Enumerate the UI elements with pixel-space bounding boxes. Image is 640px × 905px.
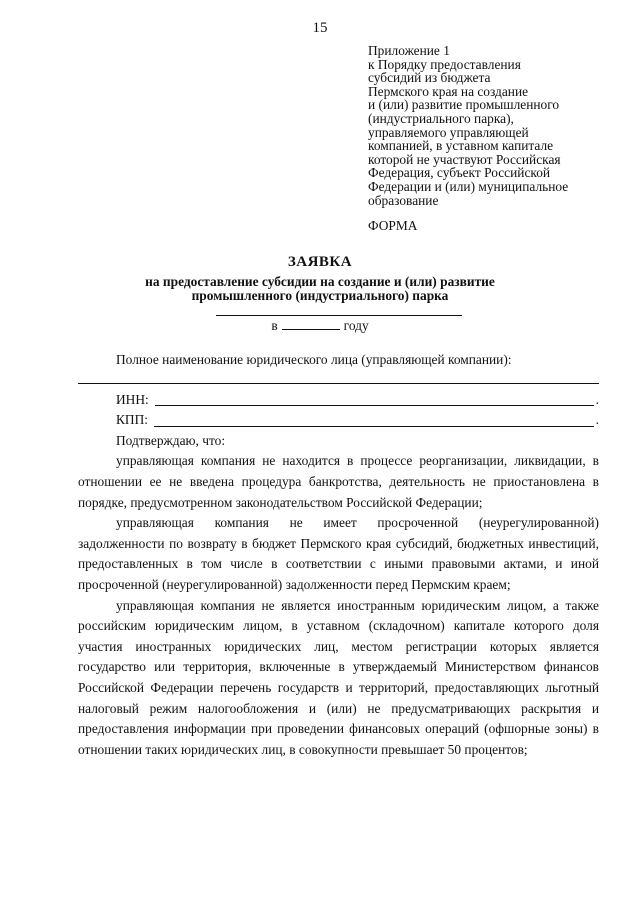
appendix-line: (индустриального парка),: [368, 110, 514, 126]
subtitle-line: промышленного (индустриального) парка: [191, 288, 449, 303]
appendix-line: образование: [368, 192, 439, 208]
form-body: [78, 350, 599, 760]
document-title: ЗАЯВКА: [287, 254, 353, 270]
appendix-line: которой не участвуют Российская: [368, 151, 561, 167]
inn-field: [78, 390, 599, 411]
paragraph: управляющая компания не находится в процессе реорганизации, ликвидации, в отношении ее не введена процедура банкротства, деятельность не приостановлена в порядке, предусмотренном законодательством Российской Федерации;: [78, 453, 599, 510]
appendix-line: компанией, в уставном капитале: [368, 138, 554, 154]
document-subtitle: [0, 275, 640, 303]
year-blank-field[interactable]: [282, 318, 340, 330]
appendix-line: к Порядку предоставления: [368, 56, 521, 72]
kpp-field: [78, 410, 599, 431]
inn-period: .: [595, 391, 599, 407]
appendix-line: Пермского края на создание: [368, 83, 529, 99]
page-number: 15: [312, 20, 328, 36]
inn-label: ИНН:: [116, 391, 149, 407]
year-line: [0, 318, 640, 334]
appendix-line: управляемого управляющей: [368, 124, 529, 140]
appendix-line: субсидий из бюджета: [368, 70, 491, 86]
kpp-period: .: [595, 412, 599, 428]
appendix-line: Федерация, субъект Российской: [368, 165, 551, 181]
inn-blank-field[interactable]: [155, 392, 594, 406]
confirm-label: Подтверждаю, что:: [116, 432, 226, 448]
paragraph: управляющая компания не является иностранным юридическим лицом, а также российским юридическим лицом, в уставном (складочном) капитале которого доля участия иностранных юридических лиц, местом регистрации которых является государство или территория, включенные в утверждаемый Министерством финансов Российской Федерации перечень государств и территорий, предоставляющих льготный налоговый режим налогообложения и (или) не предусматривающих раскрытия и предоставления информации при проведении финансовых операций (офшорные зоны) в отношении таких юридических лиц, в совокупности превышает 50 процентов;: [78, 597, 599, 757]
appendix-line: и (или) развитие промышленного: [368, 97, 560, 113]
year-prefix: в: [271, 318, 278, 333]
appendix-line: Приложение 1: [368, 43, 450, 58]
appendix-line: Федерации и (или) муниципальное: [368, 178, 569, 194]
paragraph: управляющая компания не имеет просроченной (неурегулированной) задолженности по возврату в бюджет Пермского края субсидий, бюджетных инвестиций, предоставленных в том числе в соответствии с иными правовыми актами, и иной просроченной (неурегулированной) задолженности перед Пермским краем;: [78, 515, 599, 592]
full-name-blank-field[interactable]: [78, 383, 599, 390]
form-label: ФОРМА: [368, 218, 418, 233]
year-suffix: году: [343, 318, 369, 333]
kpp-blank-field[interactable]: [154, 413, 594, 427]
appendix-block: [368, 44, 618, 207]
subtitle-underline: [216, 315, 462, 316]
subtitle-line: на предоставление субсидии на создание и (или) развитие: [145, 274, 495, 289]
full-name-label: Полное наименование юридического лица (управляющей компании):: [116, 352, 512, 367]
kpp-label: КПП:: [116, 412, 148, 428]
